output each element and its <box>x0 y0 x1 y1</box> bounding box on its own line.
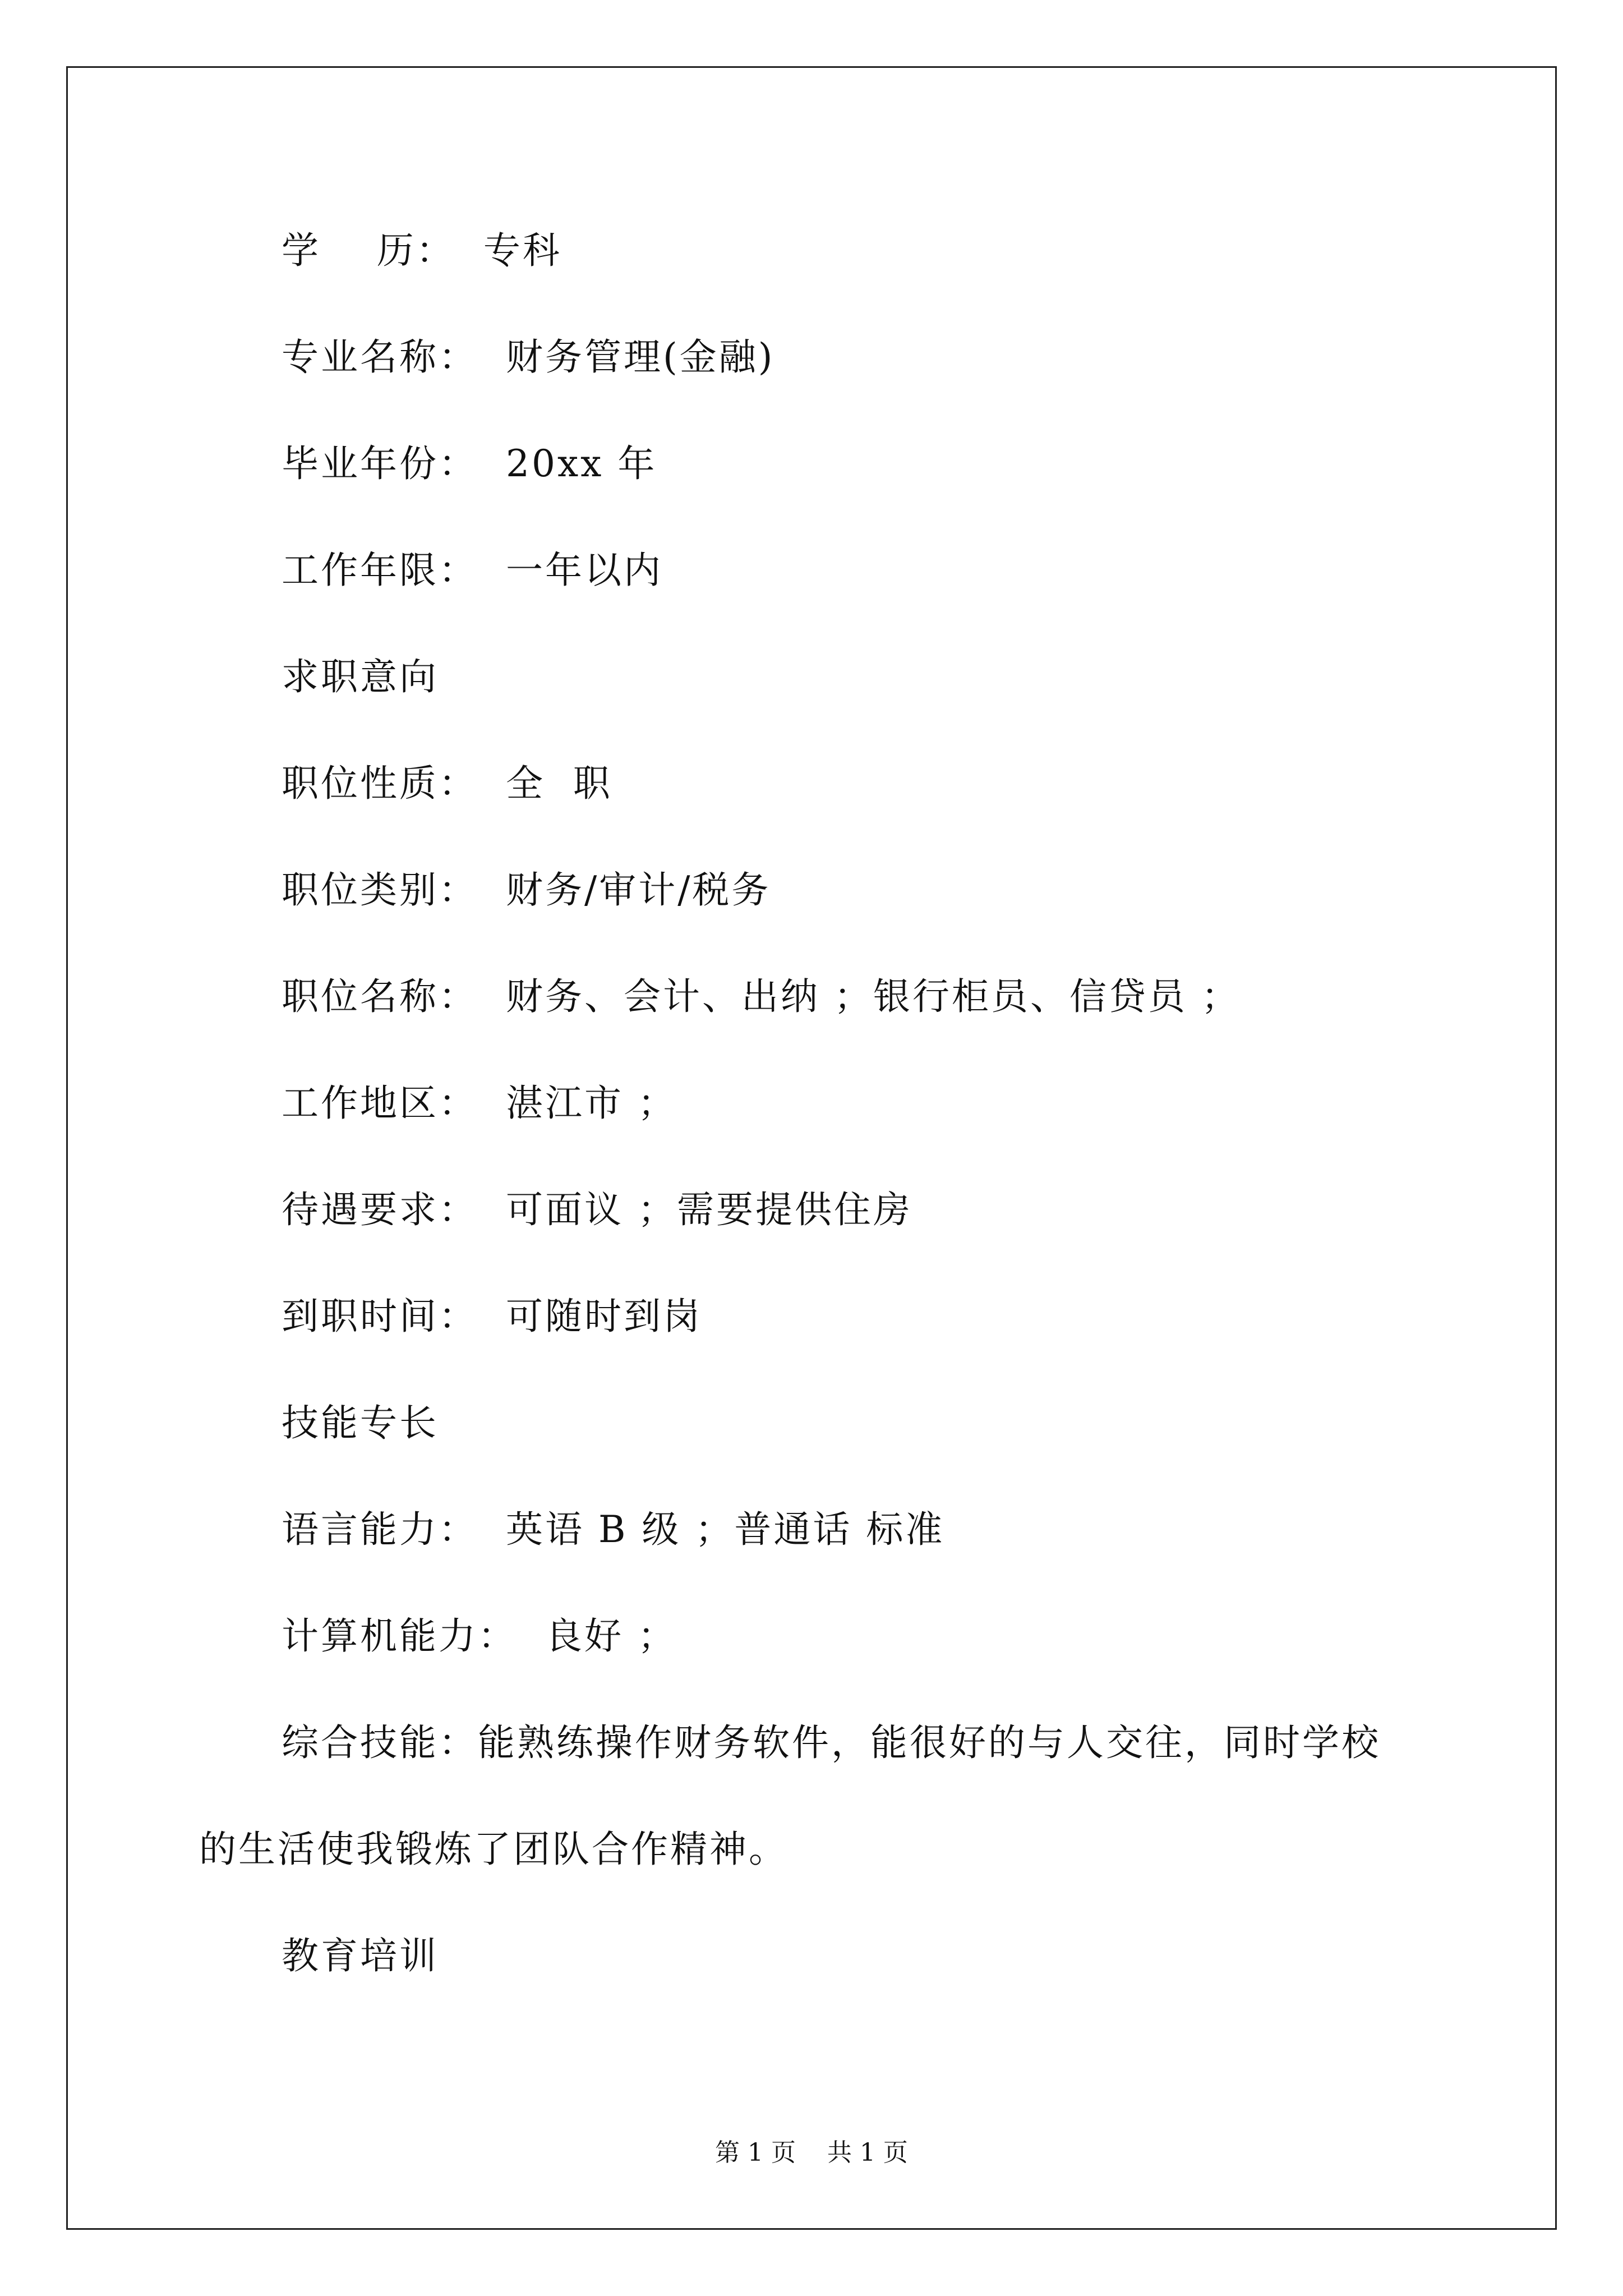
page-footer: 第 1 页 共 1 页 <box>715 2138 908 2167</box>
text-line-job-category: 职位类别： 财务/审计/税务 <box>282 868 771 912</box>
text-line-job-title: 职位名称： 财务、会计、出纳 ；银行柜员、信贷员 ； <box>282 975 1241 1018</box>
text-line-overall-skills-cont: 的生活使我锻炼了团队合作精神。 <box>199 1828 788 1871</box>
text-line-overall-skills: 综合技能：能熟练操作财务软件，能很好的与人交往，同时学校 <box>282 1721 1381 1764</box>
page-border <box>66 66 1557 2230</box>
text-line-work-years: 工作年限： 一年以内 <box>282 549 663 592</box>
text-line-language: 语言能力： 英语 B 级 ；普通话 标准 <box>282 1508 945 1551</box>
text-line-work-region: 工作地区： 湛江市 ； <box>282 1082 677 1125</box>
section-heading-job-intent: 求职意向 <box>282 655 439 698</box>
text-line-graduation-year: 毕业年份： 20xx 年 <box>282 442 657 485</box>
text-line-salary: 待遇要求： 可面议 ；需要提供住房 <box>282 1188 912 1231</box>
text-line-major: 专业名称： 财务管理(金融) <box>282 335 775 379</box>
section-heading-skills: 技能专长 <box>282 1401 439 1444</box>
text-line-computer: 计算机能力： 良好 ； <box>282 1614 677 1658</box>
text-line-start-time: 到职时间： 可随时到岗 <box>282 1295 702 1338</box>
section-heading-education: 教育培训 <box>282 1934 439 1977</box>
text-line-education-level: 学 历： 专科 <box>282 229 562 272</box>
text-line-job-type: 职位性质： 全 职 <box>282 762 612 805</box>
